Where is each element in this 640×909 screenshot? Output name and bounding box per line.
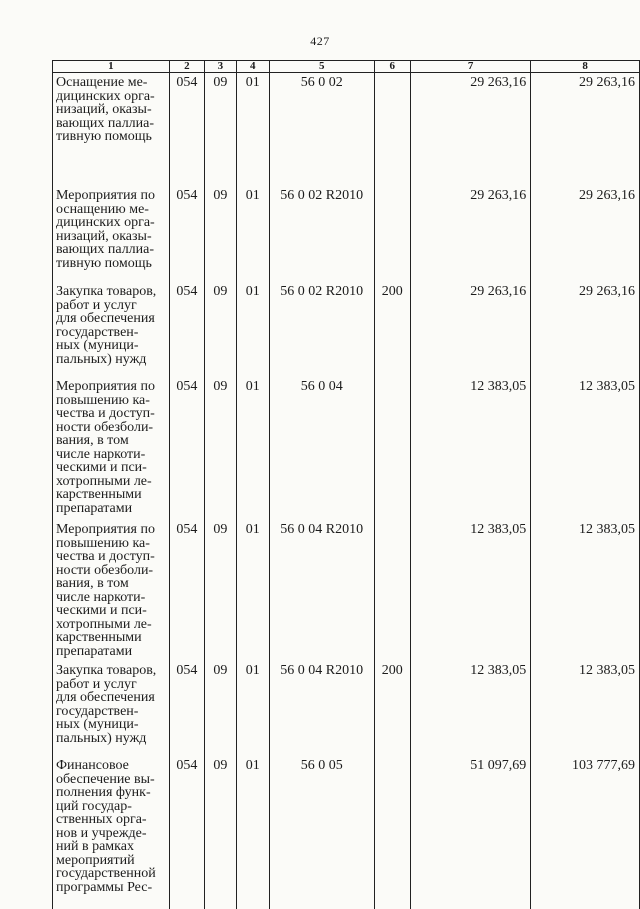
row-name-cell (53, 73, 170, 187)
row-name-line: ных (муници- (56, 339, 167, 353)
row-name-line: ций государ- (56, 800, 167, 814)
amount-1-cell: 51 097,69 (411, 756, 531, 909)
amount-1-cell: 12 383,05 (411, 661, 531, 756)
row-name-line: работ и услуг (56, 299, 167, 313)
vr-cell (374, 73, 410, 187)
row-name-cell (53, 186, 170, 282)
row-name-line: дицинских орга- (56, 90, 167, 104)
csr-cell: 56 0 04 (269, 377, 374, 520)
amount-2-cell: 29 263,16 (531, 186, 640, 282)
row-name-line: программы Рес- (56, 881, 167, 895)
pr-cell: 01 (236, 186, 269, 282)
row-name-text (56, 759, 167, 894)
table-row (53, 73, 640, 187)
row-name-text (56, 76, 167, 144)
column-header-1: 1 (53, 61, 170, 73)
pr-cell: 01 (236, 661, 269, 756)
column-header-4: 4 (236, 61, 269, 73)
table-row (53, 661, 640, 756)
row-name-line: ческими и пси- (56, 604, 167, 618)
table-row (53, 520, 640, 661)
row-name-line: обеспечение вы- (56, 773, 167, 787)
row-name-line: работ и услуг (56, 678, 167, 692)
column-header-7: 7 (411, 61, 531, 73)
gr-cell: 054 (169, 520, 205, 661)
rz-cell: 09 (205, 186, 236, 282)
row-name-line: ческими и пси- (56, 461, 167, 475)
pr-cell: 01 (236, 73, 269, 187)
row-name-line: государственной (56, 867, 167, 881)
table-row (53, 186, 640, 282)
row-name-line: числе наркоти- (56, 591, 167, 605)
row-name-line: препаратами (56, 502, 167, 516)
column-header-2: 2 (169, 61, 205, 73)
gr-cell: 054 (169, 282, 205, 377)
gr-cell: 054 (169, 73, 205, 187)
gr-cell: 054 (169, 377, 205, 520)
row-name-text (56, 523, 167, 658)
csr-cell: 56 0 02 R2010 (269, 282, 374, 377)
row-name-line: для обеспечения (56, 691, 167, 705)
vr-cell (374, 756, 410, 909)
row-name-line: Закупка товаров, (56, 664, 167, 678)
row-name-line: вающих паллиа- (56, 117, 167, 131)
row-name-line: низаций, оказы- (56, 103, 167, 117)
row-name-line: пальных) нужд (56, 353, 167, 367)
row-name-line: для обеспечения (56, 312, 167, 326)
column-header-3: 3 (205, 61, 236, 73)
row-name-line: препаратами (56, 645, 167, 659)
row-name-line: числе наркоти- (56, 448, 167, 462)
row-name-line: ственных орга- (56, 813, 167, 827)
vr-cell (374, 186, 410, 282)
amount-2-cell: 103 777,69 (531, 756, 640, 909)
budget-table (52, 60, 640, 909)
vr-cell (374, 377, 410, 520)
amount-2-cell: 12 383,05 (531, 520, 640, 661)
row-name-line: Мероприятия по (56, 380, 167, 394)
table-row (53, 377, 640, 520)
amount-1-cell: 29 263,16 (411, 282, 531, 377)
row-name-line: чества и доступ- (56, 550, 167, 564)
row-name-line: Закупка товаров, (56, 285, 167, 299)
row-name-line: хотропными ле- (56, 618, 167, 632)
row-name-line: карственными (56, 488, 167, 502)
amount-2-cell: 29 263,16 (531, 73, 640, 187)
row-name-line: Мероприятия по (56, 189, 167, 203)
table-row (53, 282, 640, 377)
row-name-line: пальных) нужд (56, 732, 167, 746)
row-name-text (56, 285, 167, 366)
row-name-line: вания, в том (56, 577, 167, 591)
gr-cell: 054 (169, 756, 205, 909)
row-name-line: повышению ка- (56, 537, 167, 551)
csr-cell: 56 0 04 R2010 (269, 661, 374, 756)
vr-cell (374, 520, 410, 661)
amount-1-cell: 29 263,16 (411, 73, 531, 187)
row-name-line: тивную помощь (56, 257, 167, 271)
row-name-cell (53, 282, 170, 377)
vr-cell: 200 (374, 282, 410, 377)
amount-1-cell: 12 383,05 (411, 520, 531, 661)
rz-cell: 09 (205, 377, 236, 520)
row-name-text (56, 189, 167, 270)
row-name-cell (53, 661, 170, 756)
row-name-line: оснащению ме- (56, 203, 167, 217)
table-row (53, 756, 640, 909)
row-name-text (56, 664, 167, 745)
pr-cell: 01 (236, 520, 269, 661)
row-name-line: ности обезболи- (56, 421, 167, 435)
rz-cell: 09 (205, 73, 236, 187)
gr-cell: 054 (169, 661, 205, 756)
csr-cell: 56 0 04 R2010 (269, 520, 374, 661)
table-header-row (53, 61, 640, 73)
row-name-line: вающих паллиа- (56, 243, 167, 257)
rz-cell: 09 (205, 282, 236, 377)
row-name-line: дицинских орга- (56, 216, 167, 230)
gr-cell: 054 (169, 186, 205, 282)
row-name-line: государствен- (56, 326, 167, 340)
page-number: 427 (0, 34, 640, 49)
rz-cell: 09 (205, 520, 236, 661)
row-name-line: Мероприятия по (56, 523, 167, 537)
row-name-line: тивную помощь (56, 130, 167, 144)
amount-2-cell: 12 383,05 (531, 661, 640, 756)
row-name-line: повышению ка- (56, 394, 167, 408)
row-name-line: нов и учрежде- (56, 827, 167, 841)
rz-cell: 09 (205, 756, 236, 909)
row-name-cell (53, 756, 170, 909)
amount-2-cell: 29 263,16 (531, 282, 640, 377)
amount-1-cell: 29 263,16 (411, 186, 531, 282)
vr-cell: 200 (374, 661, 410, 756)
table-body (53, 73, 640, 909)
row-name-cell (53, 377, 170, 520)
row-name-line: карственными (56, 631, 167, 645)
amount-2-cell: 12 383,05 (531, 377, 640, 520)
row-name-line: ных (муници- (56, 718, 167, 732)
csr-cell: 56 0 05 (269, 756, 374, 909)
row-name-line: полнения функ- (56, 786, 167, 800)
pr-cell: 01 (236, 377, 269, 520)
row-name-line: чества и доступ- (56, 407, 167, 421)
row-name-line: вания, в том (56, 434, 167, 448)
row-name-line: Финансовое (56, 759, 167, 773)
pr-cell: 01 (236, 756, 269, 909)
row-name-line: ний в рамках (56, 840, 167, 854)
row-name-line: хотропными ле- (56, 475, 167, 489)
row-name-text (56, 380, 167, 515)
csr-cell: 56 0 02 (269, 73, 374, 187)
rz-cell: 09 (205, 661, 236, 756)
column-header-6: 6 (374, 61, 410, 73)
column-header-5: 5 (269, 61, 374, 73)
amount-1-cell: 12 383,05 (411, 377, 531, 520)
csr-cell: 56 0 02 R2010 (269, 186, 374, 282)
row-name-line: Оснащение ме- (56, 76, 167, 90)
pr-cell: 01 (236, 282, 269, 377)
row-name-line: ности обезболи- (56, 564, 167, 578)
row-name-line: низаций, оказы- (56, 230, 167, 244)
row-name-cell (53, 520, 170, 661)
row-name-line: мероприятий (56, 854, 167, 868)
column-header-8: 8 (531, 61, 640, 73)
row-name-line: государствен- (56, 705, 167, 719)
